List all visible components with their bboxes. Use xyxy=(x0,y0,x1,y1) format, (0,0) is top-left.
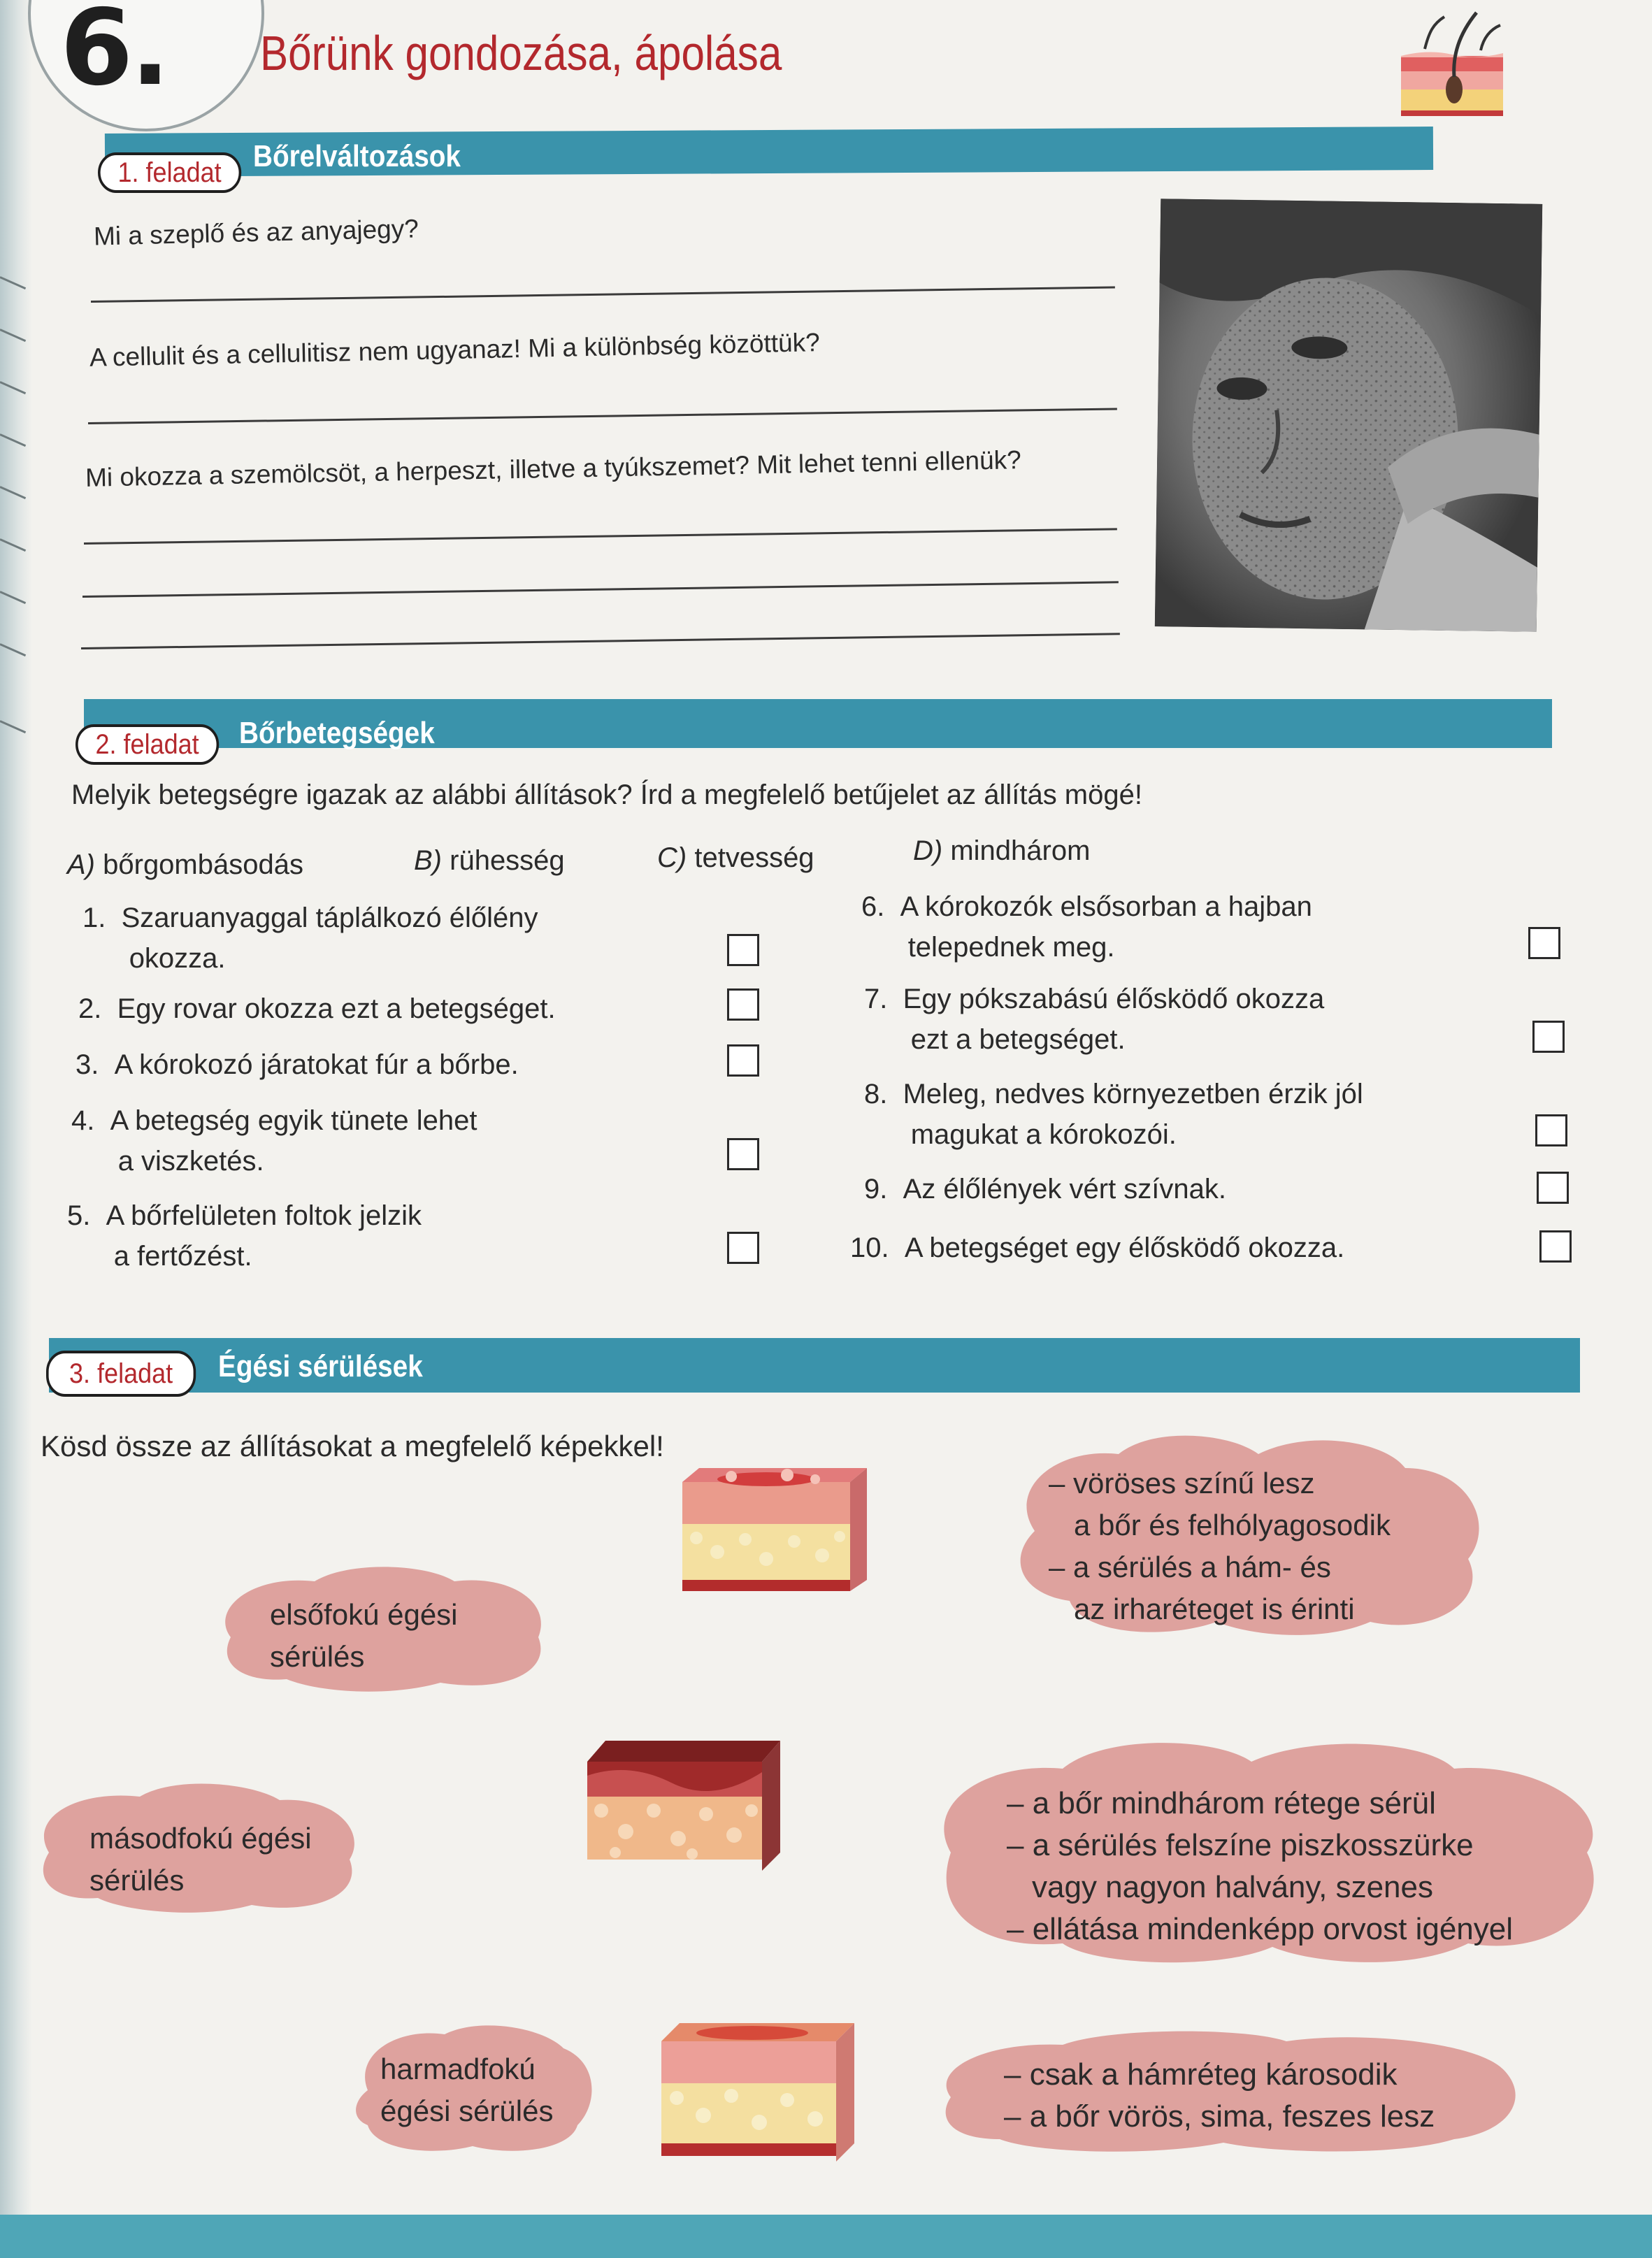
page-bottom-strip xyxy=(0,2215,1652,2258)
task3-instruction: Kösd össze az állításokat a megfelelő képekkel! xyxy=(41,1430,664,1462)
answer-box-5[interactable] xyxy=(727,1232,759,1264)
freckled-face-photo-icon xyxy=(1155,199,1542,632)
description-2: – a bőr mindhárom rétege sérül – a sérülés felszíne piszkosszürke vagy nagyon halvány, szenes – ellátása mindenképp orvost igényel xyxy=(1007,1786,1514,1946)
label-second-degree[interactable]: másodfokú égési sérülés xyxy=(89,1822,312,1897)
task2-badge: 2. feladat xyxy=(76,724,219,765)
option-d: D) mindhárom xyxy=(913,835,1091,866)
statement-3: 3. A kórokozó járatokat fúr a bőrbe. xyxy=(76,1049,519,1080)
label-first-degree[interactable]: elsőfokú égési sérülés xyxy=(270,1598,458,1673)
statement-4: 4. A betegség egyik tünete lehet a viszketés. xyxy=(71,1105,477,1177)
answer-box-1[interactable] xyxy=(727,934,759,966)
binding-rule xyxy=(0,486,26,499)
answer-box-10[interactable] xyxy=(1539,1230,1572,1263)
burn-image-second-degree xyxy=(682,1461,867,1598)
binding-rule xyxy=(0,433,26,447)
task1-heading: Bőrelváltozások xyxy=(253,139,461,173)
answer-box-6[interactable] xyxy=(1528,927,1560,959)
binding-rule xyxy=(0,381,26,394)
statement-8: 8. Meleg, nedves környezetben érzik jól magukat a kórokozói. xyxy=(864,1079,1363,1150)
answer-line[interactable] xyxy=(84,528,1117,545)
binding-rule xyxy=(0,276,26,289)
answer-box-7[interactable] xyxy=(1532,1021,1565,1053)
answer-line[interactable] xyxy=(91,287,1115,303)
description-3: – csak a hámréteg károsodik – a bőr vörös, sima, feszes lesz xyxy=(1004,2057,1435,2134)
task1-question-1: Mi a szeplő és az anyajegy? xyxy=(93,214,419,251)
answer-line[interactable] xyxy=(88,408,1117,424)
option-c: C) tetvesség xyxy=(657,842,814,873)
page-title: Bőrünk gondozása, ápolása xyxy=(260,26,782,80)
task1-badge: 1. feladat xyxy=(98,152,241,193)
binding-rule xyxy=(0,720,26,733)
answer-line[interactable] xyxy=(82,581,1119,598)
statement-1: 1. Szaruanyaggal táplálkozó élőlény okozza. xyxy=(82,903,538,974)
chapter-number: 6. xyxy=(60,0,168,109)
answer-box-9[interactable] xyxy=(1537,1172,1569,1204)
answer-box-4[interactable] xyxy=(727,1138,759,1170)
option-a: A) bőrgombásodás xyxy=(67,849,303,880)
task3-heading: Égési sérülések xyxy=(218,1349,423,1383)
statement-7: 7. Egy pókszabású élősködő okozza ezt a betegséget. xyxy=(864,984,1325,1055)
statement-2: 2. Egy rovar okozza ezt a betegséget. xyxy=(78,993,556,1024)
burn-image-first-degree xyxy=(661,2018,854,2162)
answer-box-2[interactable] xyxy=(727,988,759,1021)
label-third-degree[interactable]: harmadfokú égési sérülés xyxy=(380,2052,554,2127)
answer-line[interactable] xyxy=(81,633,1120,649)
binding-rule xyxy=(0,538,26,552)
page-binding xyxy=(0,0,32,2258)
burn-image-third-degree xyxy=(587,1734,780,1871)
task2-heading: Bőrbetegségek xyxy=(239,716,435,750)
option-b: B) rühesség xyxy=(414,845,565,876)
task3-badge: 3. feladat xyxy=(46,1351,196,1397)
task2-instruction: Melyik betegségre igazak az alábbi állítások? Írd a megfelelő betűjelet az állítás mögé! xyxy=(71,779,1142,810)
binding-rule xyxy=(0,591,26,604)
answer-box-3[interactable] xyxy=(727,1044,759,1077)
skin-cross-section-icon xyxy=(1394,7,1510,119)
answer-box-8[interactable] xyxy=(1535,1114,1567,1146)
statement-10: 10. A betegséget egy élősködő okozza. xyxy=(850,1232,1345,1263)
statement-9: 9. Az élőlények vért szívnak. xyxy=(864,1174,1227,1204)
statement-6: 6. A kórokozók elsősorban a hajban telepednek meg. xyxy=(861,891,1312,963)
statement-5: 5. A bőrfelületen foltok jelzik a fertőzést. xyxy=(67,1200,422,1272)
binding-rule xyxy=(0,643,26,656)
task1-question-2: A cellulit és a cellulitisz nem ugyanaz! Mi a különbség közöttük? xyxy=(89,328,821,372)
task1-question-3: Mi okozza a szemölcsöt, a herpeszt, illetve a tyúkszemet? Mit lehet tenni ellenük? xyxy=(85,445,1022,492)
description-1: – vöröses színű lesz a bőr és felhólyagosodik – a sérülés a hám- és az irharéteget is érinti xyxy=(1049,1467,1391,1625)
binding-rule xyxy=(0,329,26,342)
